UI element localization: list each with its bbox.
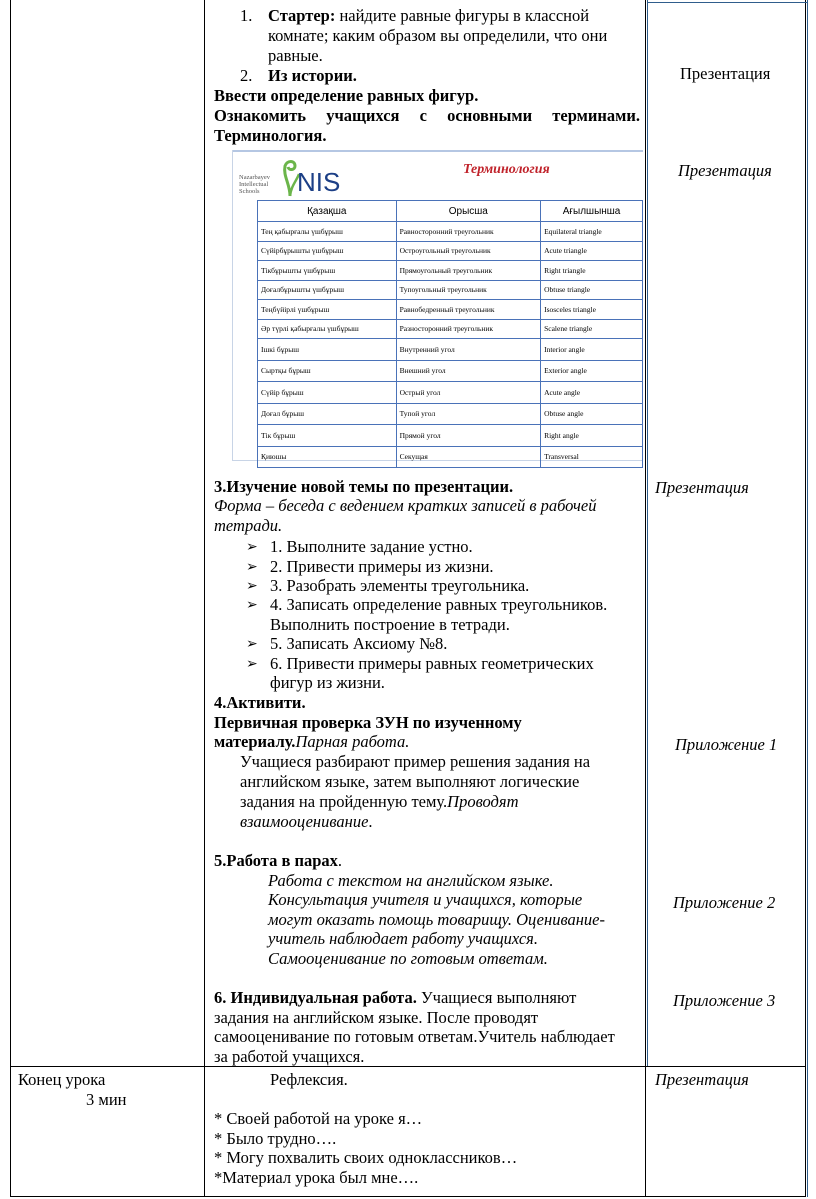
section4-text-line1: Учащиеся разбирают пример решения задания на: [240, 752, 591, 771]
section5-title: 5.Работа в парах.: [214, 851, 343, 870]
section3-item-6: 6. Привести примеры равных геометрических: [270, 654, 594, 673]
section6-line1: 6. Индивидуальная работа. Учащиеся выполняют: [214, 988, 577, 1007]
resource-appendix-3: Приложение 3: [673, 991, 776, 1010]
cell-english: Right angle: [541, 425, 643, 447]
definition-line: Ввести определение равных фигур.: [214, 86, 479, 105]
cell-russian: Тупой угол: [396, 403, 541, 425]
cell-kazakh: Әр түрлі қабырғалы үшбұрыш: [258, 319, 397, 339]
list-item-history: Из истории.: [268, 66, 357, 85]
cell-english: Interior angle: [541, 339, 643, 361]
table-border-col1: [204, 0, 205, 1197]
table-row: [258, 339, 643, 361]
section3-item-6-cont: фигур из жизни.: [270, 673, 385, 692]
cell-russian: Прямоугольный треугольник: [396, 261, 541, 281]
section5-line1: Работа с текстом на английском языке.: [268, 871, 554, 890]
table-row: [258, 300, 643, 320]
cell-russian: Равнобедренный треугольник: [396, 300, 541, 320]
cell-english: Equilateral triangle: [541, 222, 643, 242]
cell-kazakh: Доғал бұрыш: [258, 403, 397, 425]
cell-kazakh: Доғалбұрышты үшбұрыш: [258, 280, 397, 300]
cell-english: Scalene triangle: [541, 319, 643, 339]
cell-russian: Острый угол: [396, 382, 541, 404]
resource-presentation-4: Презентация: [655, 1070, 749, 1089]
cell-english: Transversal: [541, 446, 643, 468]
cell-russian: Прямой угол: [396, 425, 541, 447]
arrow-bullet-icon: ➢: [246, 559, 258, 575]
table-border-left: [10, 0, 11, 1197]
table-row: [258, 280, 643, 300]
section3-form-line2: тетради.: [214, 516, 283, 535]
cell-kazakh: Сыртқы бұрыш: [258, 360, 397, 382]
section3-item-3: 3. Разобрать элементы треугольника.: [270, 576, 530, 595]
terminology-image: [232, 150, 643, 461]
terminology-title: Терминология: [463, 162, 550, 177]
arrow-bullet-icon: ➢: [246, 597, 258, 613]
section6-line3: самооценивание по готовым ответам.Учитель наблюдает: [214, 1027, 615, 1046]
section4-sub-line1: Первичная проверка ЗУН по изученному: [214, 713, 522, 732]
table-row-divider: [10, 1066, 806, 1067]
table-bottom-border: [10, 1196, 806, 1197]
cell-russian: Разносторонний треугольник: [396, 319, 541, 339]
cell-kazakh: Ішкі бұрыш: [258, 339, 397, 361]
starter-text-cont1: комнате; каким образом вы определили, что они: [268, 26, 608, 45]
resource-appendix-2: Приложение 2: [673, 893, 776, 912]
cell-english: Acute triangle: [541, 241, 643, 261]
starter-text-cont2: равные.: [268, 46, 323, 65]
col-header-russian: Орысша: [396, 201, 541, 222]
table-row: [258, 446, 643, 468]
starter-text: Стартер: найдите равные фигуры в классной: [268, 6, 590, 25]
reflection-item-4: *Материал урока был мне….: [214, 1168, 419, 1187]
col-header-english: Ағылшынша: [541, 201, 643, 222]
section3-item-4-cont: Выполнить построение в тетради.: [270, 615, 510, 634]
resource-presentation-3: Презентация: [655, 478, 749, 497]
cell-russian: Равносторонний треугольник: [396, 222, 541, 242]
table-row: [258, 261, 643, 281]
section5-line4: учитель наблюдает работу учащихся.: [268, 929, 538, 948]
table-row: [258, 382, 643, 404]
section4-sub-line2: материалу.Парная работа.: [214, 732, 410, 751]
cell-kazakh: Сүйір бұрыш: [258, 382, 397, 404]
section3-form-line1: Форма – беседа с ведением кратких записей в рабочей: [214, 496, 597, 515]
end-of-lesson-label: Конец урока: [18, 1070, 106, 1089]
intro-line-1: Ознакомить учащихся с основными терминами.: [214, 106, 640, 125]
arrow-bullet-icon: ➢: [246, 539, 258, 555]
cell-english: Acute angle: [541, 382, 643, 404]
cell-kazakh: Сүйірбұрышты үшбұрыш: [258, 241, 397, 261]
resource-presentation-1: Презентация: [680, 64, 771, 83]
table-border-right: [805, 0, 806, 1197]
cell-kazakh: Тікбұрышты үшбұрыш: [258, 261, 397, 281]
cell-russian: Остроугольный треугольник: [396, 241, 541, 261]
table-row: [258, 425, 643, 447]
resource-presentation-2: Презентация: [678, 161, 772, 180]
reflection-item-2: * Было трудно….: [214, 1129, 337, 1148]
section6-line2: задания на английском языке. После проводят: [214, 1008, 539, 1027]
section3-item-1: 1. Выполните задание устно.: [270, 537, 473, 556]
section3-item-2: 2. Привести примеры из жизни.: [270, 557, 494, 576]
nis-logo-text: NIS: [297, 167, 341, 197]
table-border-col2: [645, 0, 646, 1197]
cell-english: Isosceles triangle: [541, 300, 643, 320]
table-row: [258, 319, 643, 339]
col-header-kazakh: Қазақша: [258, 201, 397, 222]
arrow-bullet-icon: ➢: [246, 578, 258, 594]
table-row: [258, 403, 643, 425]
section3-item-4: 4. Записать определение равных треугольников.: [270, 595, 608, 614]
nis-logo-caption: Nazarbayev Intellectual Schools: [239, 174, 271, 195]
reflection-title: Рефлексия.: [270, 1070, 348, 1089]
section5-line2: Консультация учителя и учащихся, которые: [268, 890, 583, 909]
list-item-starter: 1.: [240, 6, 253, 25]
cell-kazakh: Қиюшы: [258, 446, 397, 468]
cell-russian: Тупоугольный треугольник: [396, 280, 541, 300]
section4-text-line2: английском языке, затем выполняют логические: [240, 772, 580, 791]
table-top-accent: [647, 2, 808, 3]
cell-english: Right triangle: [541, 261, 643, 281]
end-of-lesson-time: 3 мин: [86, 1090, 127, 1109]
cell-english: Exterior angle: [541, 360, 643, 382]
cell-english: Obtuse angle: [541, 403, 643, 425]
section4-title: 4.Активити.: [214, 693, 306, 712]
intro-line-2: Терминология.: [214, 126, 327, 145]
cell-russian: Внешний угол: [396, 360, 541, 382]
table-row: [258, 241, 643, 261]
list-item-history-num: 2.: [240, 66, 253, 85]
cell-kazakh: Теңбүйірлі үшбұрыш: [258, 300, 397, 320]
section4-text-line4: взаимооценивание.: [240, 812, 373, 831]
reflection-item-1: * Своей работой на уроке я…: [214, 1109, 423, 1128]
table-row: [258, 222, 643, 242]
section5-line5: Самооценивание по готовым ответам.: [268, 949, 548, 968]
table-border-col2-accent: [647, 0, 648, 1066]
table-header-row: [258, 201, 643, 222]
table-row: [258, 360, 643, 382]
section6-line4: за работой учащихся.: [214, 1047, 365, 1066]
section3-item-5: 5. Записать Аксиому №8.: [270, 634, 448, 653]
arrow-bullet-icon: ➢: [246, 656, 258, 672]
reflection-item-3: * Могу похвалить своих одноклассников…: [214, 1148, 518, 1167]
section5-line3: могут оказать помощь товарищу. Оценивание-: [268, 910, 605, 929]
section3-title: 3.Изучение новой темы по презентации.: [214, 477, 514, 496]
terminology-table: [257, 200, 643, 468]
section4-text-line3: задания на пройденную тему.Проводят: [240, 792, 519, 811]
cell-russian: Секущая: [396, 446, 541, 468]
resource-appendix-1: Приложение 1: [675, 735, 778, 754]
cell-kazakh: Тік бұрыш: [258, 425, 397, 447]
cell-english: Obtuse triangle: [541, 280, 643, 300]
table-border-right-accent: [807, 0, 808, 1197]
cell-russian: Внутренний угол: [396, 339, 541, 361]
arrow-bullet-icon: ➢: [246, 636, 258, 652]
cell-kazakh: Тең қабырғалы үшбұрыш: [258, 222, 397, 242]
